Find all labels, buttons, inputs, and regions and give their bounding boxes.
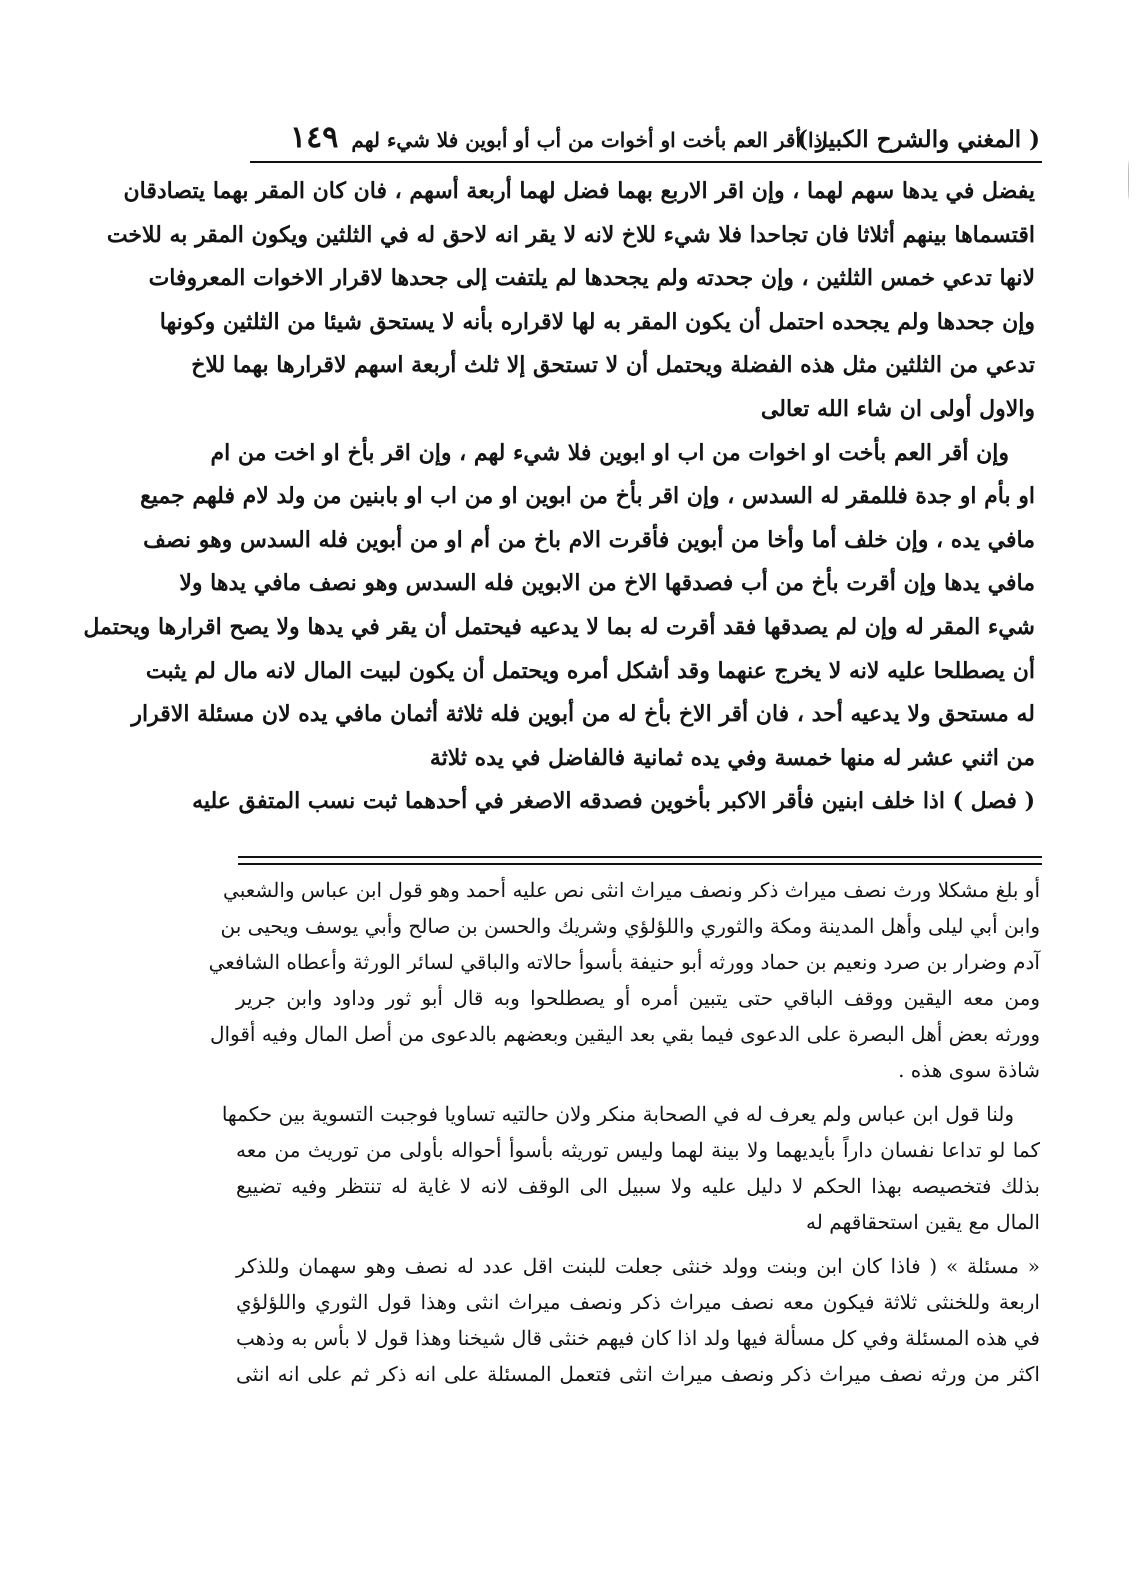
book-title: ( المغني والشرح الكبير ): [797, 126, 1040, 153]
paragraph-gap: [236, 1088, 1040, 1096]
scan-margin-mark: [1128, 160, 1131, 200]
main-line: من اثني عشر له منها خمسة وفي يده ثمانية فالفاضل في يده ثلاثة: [429, 744, 1035, 771]
main-line: والاول أولى ان شاء الله تعالى: [760, 395, 1035, 422]
footnote-line: في هذه المسئلة وفي كل مسألة فيها ولد اذا كان فيهم خنثى قال شيخنا وهذا قول لا بأس به وذهب: [236, 1326, 1040, 1350]
page-number: ١٤٩: [290, 120, 339, 155]
footnote-line: اكثر من ورثه نصف ميراث ذكر ونصف ميراث انثى فتعمل المسئلة على انه ذكر ثم على انه انثى: [236, 1362, 1040, 1386]
footnote-line: أو بلغ مشكلا ورث نصف ميراث ذكر ونصف ميراث انثى نص عليه أحمد وهو قول ابن عباس والشعبي: [223, 878, 1040, 902]
main-line: مافي يدها وإن أقرت بأخ من أب فصدقها الاخ من الابوين فله السدس وهو نصف مافي يدها ولا: [179, 570, 1035, 597]
main-line: له مستحق ولا يدعيه أحد ، فان أقر الاخ بأخ له من أبوين فله ثلاثة أثمان مافي يده لان مسئلة الاقرار: [131, 701, 1035, 728]
main-line: وإن أقر العم بأخت او اخوات من اب او ابوين فلا شيء لهم ، وإن اقر بأخ او اخت من ام: [210, 439, 1009, 466]
main-line: شيء المقر له وإن لم يصدقها فقد أقرت له بما لا يدعيه فيحتمل أن يقر في يدها ولا يصح اقرارها ويحتمل: [83, 613, 1035, 640]
paragraph-gap: [236, 1240, 1040, 1248]
header-rule: [250, 161, 1042, 163]
footnote-separator: [238, 856, 1042, 865]
main-line: او بأم او جدة فللمقر له السدس ، وإن اقر بأخ من ابوين او من اب او بابنين من ولد لام فلهم جميع: [140, 483, 1035, 510]
footnote-text: [208, 872, 1040, 1392]
running-title: اذا أقر العم بأخت او أخوات من أب أو أبوين فلا شيء لهم: [351, 128, 828, 152]
footnote-line: اربعة وللخنثى ثلاثة فيكون معه نصف ميراث ذكر ونصف ميراث انثى وهذا قول الثوري واللؤلؤي: [236, 1290, 1040, 1314]
footnote-line: شاذة سوى هذه .: [898, 1058, 1040, 1082]
main-line: وإن جحدها ولم يجحده احتمل أن يكون المقر به لها لاقراره بأنه لا يستحق شيئا من الثلثين وكونها: [159, 308, 1035, 335]
section-heading-line: ( فصل ) اذا خلف ابنين فأقر الاكبر بأخوين فصدقه الاصغر في أحدهما ثبت نسب المتفق عليه: [192, 788, 1035, 815]
main-line: يفضل في يدها سهم لهما ، وإن اقر الاربع بهما فضل لهما أربعة أسهم ، فان كان المقر بهما يتصادقان: [123, 178, 1035, 204]
main-line: اقتسماها بينهم أثلاثا فان تجاحدا فلا شيء للاخ لانه لا يقر انه لاحق له في الثلثين ويكون المقر به للاخت: [106, 221, 1035, 248]
page-header: [252, 118, 1040, 162]
footnote-line: بذلك فتخصيصه بهذا الحكم لا دليل عليه ولا سبيل الى الوقف لانه لا غاية له تنتظر وفيه تضييع: [236, 1174, 1040, 1198]
main-line: تدعي من الثلثين مثل هذه الفضلة ويحتمل أن لا تستحق إلا ثلث أربعة اسهم لاقرارها بهما للاخ: [191, 352, 1035, 379]
footnote-line: آدم وضرار بن صرد ونعيم بن حماد وورثه أبو حنيفة بأسوأ حالاته والباقي لسائر الورثة وأعطاه الشافعي: [208, 950, 1040, 974]
footnote-line: المال مع يقين استحقاقهم له: [806, 1210, 1040, 1234]
main-line: مافي يده ، وإن خلف أما وأخا من أبوين فأقرت الام باخ من أم او من أبوين فله السدس وهو نصف: [143, 526, 1035, 553]
main-line: أن يصطلحا عليه لانه لا يخرج عنهما وقد أشكل أمره ويحتمل أن يكون لبيت المال لانه مال لم يثبت: [145, 657, 1035, 684]
footnote-line: « مسئلة » ( فاذا كان ابن وبنت وولد خنثى جعلت للبنت اقل عدد له نصف وهو سهمان وللذكر: [236, 1254, 1040, 1278]
footnote-line: كما لو تداعا نفسان داراً بأيديهما ولا بينة لهما وليس توريثه بأسوأ أحواله بأولى من توريث من معه: [236, 1138, 1040, 1162]
footnote-line: وورثه بعض أهل البصرة على الدعوى فيما بقي بعد اليقين وبعضهم بالدعوى من أصل المال وفيه أقوال: [209, 1022, 1040, 1046]
footnote-line: وابن أبي ليلى وأهل المدينة ومكة والثوري واللؤلؤي وشريك والحسن بن صالح وأبي يوسف ويحيى بن: [220, 914, 1040, 938]
footnote-line: ومن معه اليقين ووقف الباقي حتى يتبين أمره أو يصطلحوا وبه قال أبو ثور وداود وابن جرير: [236, 986, 1040, 1010]
main-line: لانها تدعي خمس الثلثين ، وإن جحدته ولم يجحدها لم يلتفت إلى جحدها لاقرار الاخوات المعروفات: [148, 265, 1035, 292]
main-text: [83, 170, 1035, 824]
footnote-line: ولنا قول ابن عباس ولم يعرف له في الصحابة منكر ولان حالتيه تساويا فوجبت التسوية بين حكمها: [221, 1102, 1014, 1126]
